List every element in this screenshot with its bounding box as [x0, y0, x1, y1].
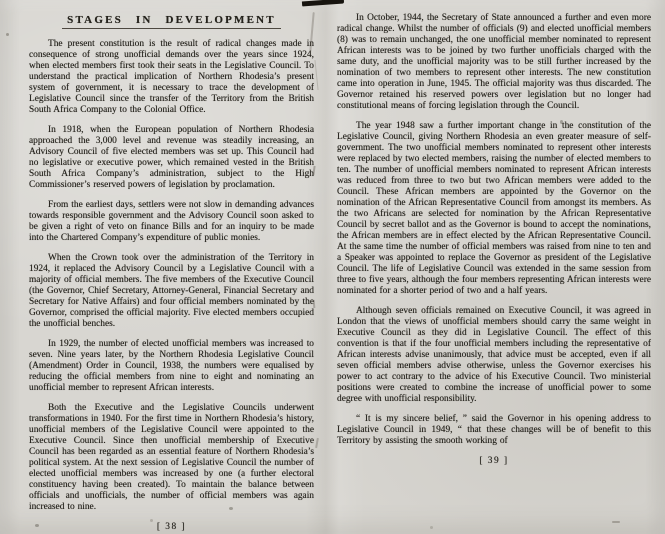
page-title-text: STAGES IN DEVELOPMENT: [62, 14, 281, 29]
page-right: [337, 0, 651, 466]
scan-artifact-speck: [35, 524, 39, 527]
paragraph: “ It is my sincere belief, ” said the Governor in his opening address to Legislative Council in 1949, “ that these changes will be of benefit to this Territory by assisting the smooth working of: [337, 414, 651, 446]
page-left-content: [29, 39, 314, 513]
page-right-content: [337, 0, 651, 447]
scan-artifact-speck: [612, 521, 620, 523]
paragraph: The year 1948 saw a further important change in the constitution of the Legislative Council, giving Northern Rhodesia an even greater measure of self-government. The two unofficial members nominated to represent other interests were replaced by two elected members, raising the number of elected members to ten. The number of unofficial members nominated to represent African interests was reduced from three to two but two African members were added to the Council. These African members are appointed by the Governor on the nomination of the African Representative Council from amongst its members. As the two Africans are selected for nomination by the African Representative Council by secret ballot and as the Governor is bound to accept the nominations, the African members are in effect elected by the African Representative Council. At the same time the number of official members was raised from nine to ten and a Speaker was appointed to replace the Governor as president of the Legislative Council. The life of Legislative Council was extended in the same session from three to five years, although the four members representing African interests were nominated for a shorter period of two and a half years.: [337, 121, 651, 296]
paragraph: The present constitution is the result of radical changes made in consequence of strong unofficial demands over the years since 1924, when elected members first took their seats in the Legislative Council. To understand the practical implication of Northern Rhodesia’s present system of government, it is necessary to trace the development of Legislative Council since the transfer of the Territory from the British South Africa Company to the Colonial Office.: [29, 39, 314, 115]
paragraph: In 1929, the number of elected unofficial members was increased to seven. Nine years later, by the Northern Rhodesia Legislative Council (Amendment) Order in Council, 1938, the numbers were equalised by reducing the official members from nine to eight and nominating an unofficial member to represent African interests.: [29, 339, 314, 393]
scan-artifact-speck: [560, 120, 563, 124]
scan-artifact-speck: [150, 519, 153, 522]
paragraph: When the Crown took over the administration of the Territory in 1924, it replaced the Advisory Council by a Legislative Council with a majority of official members. The five members of the Executive Council (the Governor, Chief Secretary, Attorney-General, Financial Secretary and Secretary for Native Affairs) and four official members nominated by the Governor, comprised the official majority. Five elected members occupied the unofficial benches.: [29, 253, 314, 329]
paragraph: In October, 1944, the Secretary of State announced a further and even more radical change. Whilst the number of officials (9) and elected unofficial members (8) was to remain unchanged, the one unofficial member nominated to represent African interests was to be joined by two further unofficials charged with the same duty, and the unofficial majority was to be still further increased by the nomination of two members to represent other interests. The new constitution came into operation in June, 1945. The official majority was thus discarded. The Governor retained his reserved powers over legislation but no longer had constitutional means of forcing legislation through the Council.: [337, 13, 651, 111]
scan-artifact-speck: [6, 33, 9, 36]
paragraph: From the earliest days, settlers were not slow in demanding advances towards responsible government and the Advisory Council soon asked to be given a right of veto on finance Bills and for an inquiry to be made into the Chartered Company’s expenditure of public monies.: [29, 200, 314, 243]
scan-artifact-speck: [229, 507, 233, 510]
scan-artifact-margin-tick: [315, 438, 319, 448]
paragraph: In 1918, when the European population of Northern Rhodesia approached the 3,000 level and revenue was steadily increasing, an Advisory Council of five elected members was set up. This Council had no legislative or executive power, which remained vested in the British South Africa Company’s administration, subject to the High Commissioner’s reserved powers of legislation by proclamation.: [29, 125, 314, 190]
scan-artifact-speck: [430, 526, 433, 529]
page-title: [29, 10, 314, 29]
paragraph: Both the Executive and the Legislative Councils underwent transformations in 1940. For the first time in Northern Rhodesia’s history, unofficial members of the Legislative Council were appointed to the Executive Council. Since then unofficial membership of Executive Council has been regarded as an essential feature of Northern Rhodesia’s political system. At the next session of Legislative Council the number of elected unofficial members was increased by one (a further electoral constituency having been created). To maintain the balance between officials and unofficials, the number of official members was again increased to nine.: [29, 403, 314, 512]
page-number-right: [ 39 ]: [479, 456, 509, 466]
page-left: [29, 0, 314, 532]
scan-artifact-gutter-mark: [314, 60, 318, 90]
paragraph: Although seven officials remained on Executive Council, it was agreed in London that the views of unofficial members should carry the same weight in Executive Council as they did in Legislative Council. The effect of this convention is that if the four unofficial members including the representative of African interests advise unanimously, that advice must be accepted, even if all seven official members advise otherwise, unless the Governor exercises his power to act contrary to the advice of his Executive Council. Two ministerial positions were created to combine the increase of unofficial power to some degree with unofficial responsibility.: [337, 306, 651, 404]
page-number-left: [ 38 ]: [156, 522, 187, 532]
